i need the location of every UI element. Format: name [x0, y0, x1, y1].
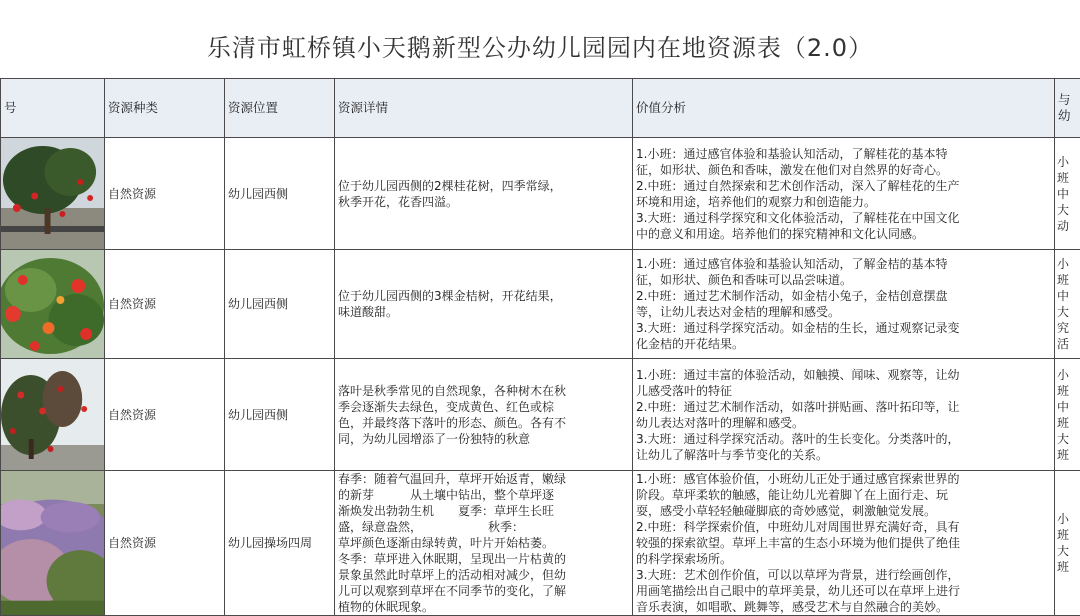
table-row	[1, 471, 1080, 616]
resource-type: 自然资源	[105, 250, 225, 359]
detail-line: 渐焕发出勃勃生机 夏季：草坪生长旺	[338, 503, 629, 519]
resource-detail	[335, 359, 633, 471]
analysis-line: 让幼儿了解落叶与季节变化的关系。	[636, 447, 1051, 463]
analysis-line: 3.大班：通过科学探究和文化体验活动，了解桂花在中国文化	[636, 210, 1051, 226]
page-title: 乐清市虹桥镇小天鹅新型公办幼儿园园内在地资源表（2.0）	[0, 28, 1080, 63]
detail-line: 儿可以观察到草坪在不同季节的变化，了解	[338, 583, 629, 599]
table-row	[1, 250, 1080, 359]
detail-line: 色，并最终落下落叶的形态、颜色。各有不	[338, 415, 629, 431]
analysis-line: 环境和用途，培养他们的观察力和创造能力。	[636, 194, 1051, 210]
photo-cell	[1, 471, 105, 616]
analysis-line: 征，如形状、颜色和香味可以品尝味道。	[636, 272, 1051, 288]
photo-cell	[1, 138, 105, 250]
value-analysis	[633, 138, 1055, 250]
analysis-line: 音乐表演，如唱歌、跳舞等，感受艺术与自然融合的美妙。	[636, 599, 1051, 615]
analysis-line: 幼儿表达对落叶的理解和感受。	[636, 415, 1051, 431]
partial-line: 动	[1057, 218, 1080, 234]
partial-line: 中大	[1057, 288, 1080, 320]
detail-line: 的新芽 从土壤中钻出，整个草坪逐	[338, 487, 629, 503]
analysis-line: 等，让幼儿表达对金桔的理解和感受。	[636, 304, 1051, 320]
photo-cell	[1, 250, 105, 359]
header-value-analysis: 价值分析	[633, 79, 1055, 138]
analysis-line: 1.小班：通过丰富的体验活动，如触摸、闻味、观察等，让幼	[636, 367, 1051, 383]
analysis-line: 儿感受落叶的特征	[636, 383, 1051, 399]
table-row	[1, 138, 1080, 250]
analysis-line: 2.中班：科学探索价值，中班幼儿对周围世界充满好奇，具有	[636, 519, 1051, 535]
photo-cell	[1, 359, 105, 471]
analysis-line: 用画笔描绘出自己眼中的草坪美景，幼儿还可以在草坪上进行	[636, 583, 1051, 599]
analysis-line: 1.小班：通过感官体验和基验认知活动，了解金桔的基本特	[636, 256, 1051, 272]
detail-line: 落叶是秋季常见的自然现象，各种树木在秋	[338, 383, 629, 399]
table-header-row	[1, 79, 1080, 138]
kumquat-tree-photo	[1, 250, 104, 358]
resource-type: 自然资源	[105, 138, 225, 250]
detail-line: 植物的休眠现象。	[338, 599, 629, 615]
resource-location: 幼儿园操场四周	[225, 471, 335, 616]
detail-line: 味道酸甜。	[338, 304, 629, 320]
detail-line: 景象虽然此时草坪上的活动相对减少，但幼	[338, 567, 629, 583]
analysis-line: 3.大班：通过科学探究活动。落叶的生长变化。分类落叶的，	[636, 431, 1051, 447]
partial-cell	[1055, 359, 1080, 471]
detail-line: 同，为幼儿园增添了一份独特的秋意	[338, 431, 629, 447]
analysis-line: 2.中班：通过艺术制作活动，如金桔小兔子，金桔创意摆盘	[636, 288, 1051, 304]
partial-cell	[1055, 471, 1080, 616]
analysis-line: 1.小班：感官体验价值，小班幼儿正处于通过感官探索世界的	[636, 471, 1051, 487]
analysis-line: 2.中班：通过自然探索和艺术创作活动，深入了解桂花的生产	[636, 178, 1051, 194]
analysis-line: 2.中班：通过艺术制作活动，如落叶拼贴画、落叶拓印等，让	[636, 399, 1051, 415]
resource-location: 幼儿园西侧	[225, 250, 335, 359]
resource-detail	[335, 250, 633, 359]
header-partial: 与幼	[1055, 79, 1080, 138]
partial-line: 大班	[1057, 543, 1080, 575]
header-number: 号	[1, 79, 105, 138]
value-analysis	[633, 250, 1055, 359]
resource-detail	[335, 138, 633, 250]
partial-line: 中大	[1057, 186, 1080, 218]
resource-type: 自然资源	[105, 359, 225, 471]
partial-cell	[1055, 250, 1080, 359]
analysis-line: 征，如形状、颜色和香味，激发在他们对自然界的好奇心。	[636, 162, 1051, 178]
analysis-line: 化金桔的开花结果。	[636, 336, 1051, 352]
resource-type: 自然资源	[105, 471, 225, 616]
detail-line: 秋季开花，花香四溢。	[338, 194, 629, 210]
lawn-photo	[1, 471, 104, 615]
partial-line: 小班	[1057, 511, 1080, 543]
resource-location: 幼儿园西侧	[225, 359, 335, 471]
fallen-leaves-tree-photo	[1, 359, 104, 470]
partial-line: 究活	[1057, 320, 1080, 352]
partial-line: 大班	[1057, 431, 1080, 463]
analysis-line: 3.大班：通过科学探究活动。如金桔的生长，通过观察记录变	[636, 320, 1051, 336]
partial-cell	[1055, 138, 1080, 250]
partial-line: 小班	[1057, 154, 1080, 186]
resource-location: 幼儿园西侧	[225, 138, 335, 250]
detail-line: 盛，绿意盎然， 秋季：	[338, 519, 629, 535]
detail-line: 位于幼儿园西侧的2棵桂花树，四季常绿，	[338, 178, 629, 194]
resource-table	[0, 78, 1080, 616]
resource-detail	[335, 471, 633, 616]
analysis-line: 耍，感受小草轻轻触碰脚底的奇妙感觉，刺激触觉发展。	[636, 503, 1051, 519]
value-analysis	[633, 359, 1055, 471]
analysis-line: 的科学探索场所。	[636, 551, 1051, 567]
analysis-line: 阶段。草坪柔软的触感，能让幼儿光着脚丫在上面行走、玩	[636, 487, 1051, 503]
table-row	[1, 359, 1080, 471]
detail-line: 季会逐渐失去绿色，变成黄色、红色或棕	[338, 399, 629, 415]
analysis-line: 较强的探索欲望。草坪上丰富的生态小环境为他们提供了绝佳	[636, 535, 1051, 551]
header-resource-detail: 资源详情	[335, 79, 633, 138]
detail-line: 位于幼儿园西侧的3棵金桔树，开花结果，	[338, 288, 629, 304]
value-analysis	[633, 471, 1055, 616]
partial-line: 小班	[1057, 367, 1080, 399]
analysis-line: 1.小班：通过感官体验和基验认知活动，了解桂花的基本特	[636, 146, 1051, 162]
detail-line: 草坪颜色逐渐由绿转黄，叶片开始枯萎。	[338, 535, 629, 551]
detail-line: 春季：随着气温回升，草坪开始返青，嫩绿	[338, 471, 629, 487]
analysis-line: 中的意义和用途。培养他们的探究精神和文化认同感。	[636, 226, 1051, 242]
detail-line: 冬季：草坪进入休眠期，呈现出一片枯黄的	[338, 551, 629, 567]
partial-line: 小班	[1057, 256, 1080, 288]
header-resource-location: 资源位置	[225, 79, 335, 138]
osmanthus-tree-photo	[1, 138, 104, 249]
partial-line: 中班	[1057, 399, 1080, 431]
analysis-line: 3.大班：艺术创作价值，可以以草坪为背景，进行绘画创作，	[636, 567, 1051, 583]
header-resource-type: 资源种类	[105, 79, 225, 138]
